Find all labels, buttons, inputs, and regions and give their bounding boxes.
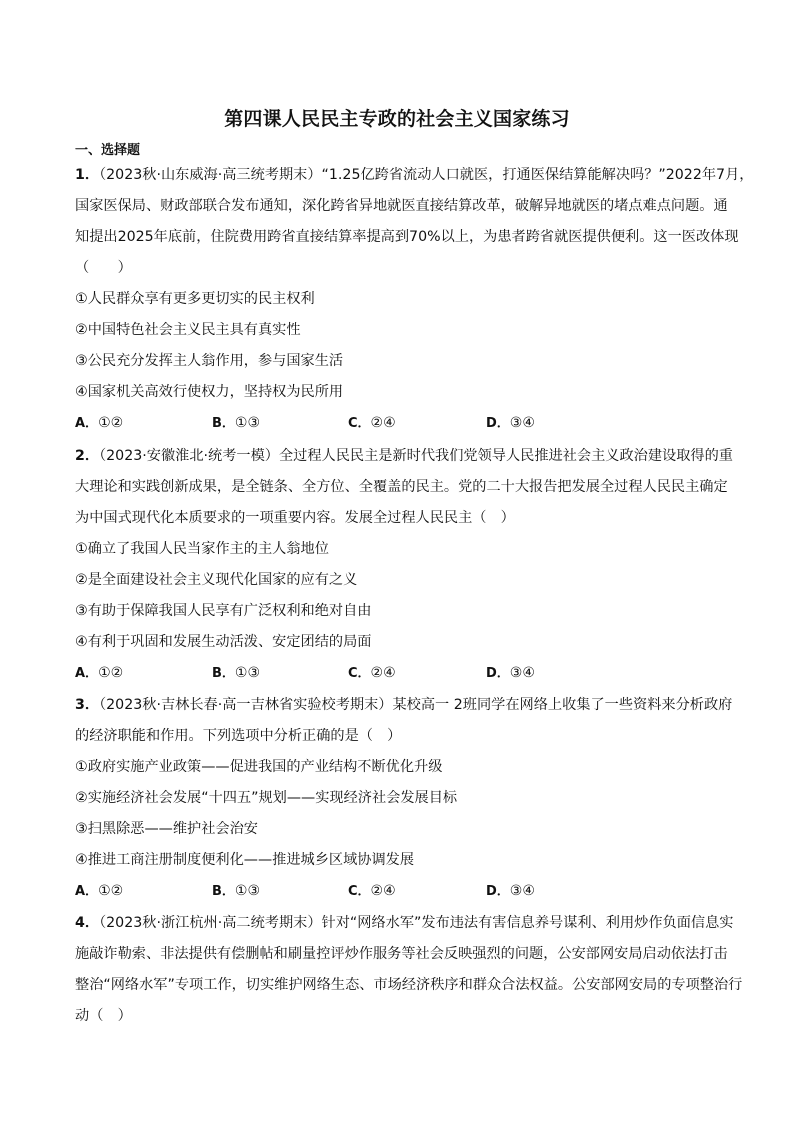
question-3-choice-a: A．①②	[75, 883, 124, 899]
question-3-choice-c: C．②④	[348, 883, 396, 899]
question-2-statement-4: ④有利于巩固和发展生动活泼、安定团结的局面	[75, 634, 372, 650]
question-3-number: 3．	[75, 697, 100, 713]
question-3-statement-3: ③扫黑除恶——维护社会治安	[75, 821, 258, 837]
question-4-line-1: 4．（2023秋·浙江杭州·高二统考期末）针对“网络水军”发布违法有害信息养号谋利、利用炒作负面信息实	[75, 915, 734, 931]
question-4-line-3: 整治“网络水军”专项工作，切实维护网络生态、市场经济秩序和群众合法权益。公安部网安局的专项整治行	[75, 977, 743, 993]
question-1-line-2: 国家医保局、财政部联合发布通知，深化跨省异地就医直接结算改革，破解异地就医的堵点难点问题。通	[75, 198, 728, 214]
question-1-statement-4: ④国家机关高效行使权力，坚持权为民所用	[75, 384, 344, 400]
question-2-choice-c: C．②④	[348, 665, 396, 681]
question-1-number: 1．	[75, 167, 100, 183]
section-heading: 一、选择题	[75, 143, 141, 158]
question-3-line-2: 的经济职能和作用。下列选项中分析正确的是（ ）	[75, 728, 402, 744]
question-2-statement-2: ②是全面建设社会主义现代化国家的应有之义	[75, 572, 358, 588]
question-1-line-1: 1．（2023秋·山东威海·高三统考期末）“1.25亿跨省流动人口就医，打通医保结算能解决吗？”2022年7月，	[75, 167, 754, 183]
question-1-line-3: 知提出2025年底前，住院费用跨省直接结算率提高到70%以上，为患者跨省就医提供便利。这一医改体现	[75, 229, 739, 245]
question-2-line-2: 大理论和实践创新成果，是全链条、全方位、全覆盖的民主。党的二十大报告把发展全过程人民民主确定	[75, 479, 728, 495]
question-4-number: 4．	[75, 915, 100, 931]
question-3-statement-1: ①政府实施产业政策——促进我国的产业结构不断优化升级	[75, 759, 443, 775]
question-2-choice-b: B．①③	[212, 665, 261, 681]
question-1-choice-c: C．②④	[348, 415, 396, 431]
question-1-statement-1: ①人民群众享有更多更切实的民主权利	[75, 291, 315, 307]
question-2-number: 2．	[75, 448, 100, 464]
question-3-line-1: 3．（2023秋·吉林长春·高一吉林省实验校考期末）某校高一 2班同学在网络上收集了一些资料来分析政府	[75, 697, 733, 713]
question-1-choice-d: D．③④	[486, 415, 535, 431]
page-title: 第四课人民民主专政的社会主义国家练习	[224, 108, 570, 130]
question-1-statement-2: ②中国特色社会主义民主具有真实性	[75, 322, 301, 338]
question-1-choice-a: A．①②	[75, 415, 124, 431]
question-4-line-4: 动（ ）	[75, 1008, 132, 1024]
question-2-line-3: 为中国式现代化本质要求的一项重要内容。发展全过程人民民主（ ）	[75, 510, 515, 526]
question-2-choice-a: A．①②	[75, 665, 124, 681]
question-1-statement-3: ③公民充分发挥主人翁作用，参与国家生活	[75, 353, 344, 369]
question-3-choice-d: D．③④	[486, 883, 535, 899]
question-2-statement-1: ①确立了我国人民当家作主的主人翁地位	[75, 541, 329, 557]
question-4-line-2: 施敲诈勒索、非法提供有偿删帖和刷量控评炒作服务等社会反映强烈的问题，公安部网安局启动依法打击	[75, 946, 728, 962]
question-2-choice-d: D．③④	[486, 665, 535, 681]
question-3-choice-b: B．①③	[212, 883, 261, 899]
question-3-statement-4: ④推进工商注册制度便利化——推进城乡区域协调发展	[75, 852, 415, 868]
question-1-choice-b: B．①③	[212, 415, 261, 431]
question-2-statement-3: ③有助于保障我国人民享有广泛权利和绝对自由	[75, 603, 372, 619]
question-1-line-4: （ ）	[75, 260, 132, 276]
question-2-line-1: 2．（2023·安徽淮北·统考一模）全过程人民民主是新时代我们党领导人民推进社会主义政治建设取得的重	[75, 448, 733, 464]
question-3-statement-2: ②实施经济社会发展“十四五”规划——实现经济社会发展目标	[75, 790, 458, 806]
